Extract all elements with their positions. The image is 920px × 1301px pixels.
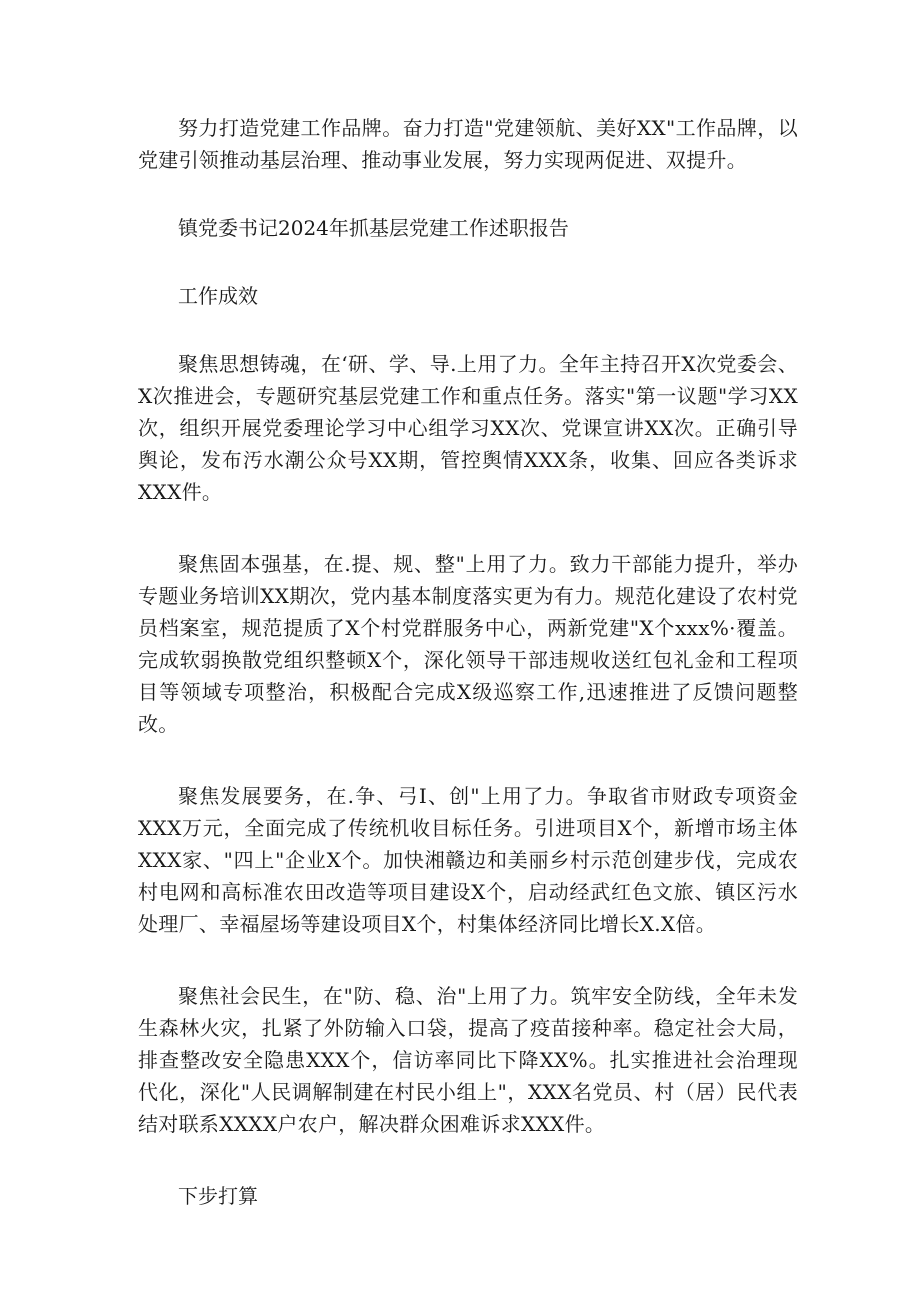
report-title: 镇党委书记2024年抓基层党建工作述职报告: [178, 216, 569, 240]
document-page: [138, 112, 798, 1212]
paragraph-ideology: 聚焦思想铸魂，在‘研、学、导.上用了力。全年主持召开X次党委会、X次推进会，专题研究基层党建工作和重点任务。落实"第一议题"学习XX次，组织开展党委理论学习中心组学习XX次、党课宣讲XX次。正确引导舆论，发布汚水潮公众号XX期，管控舆情XXX条，收集、回应各类诉求XXX件。: [138, 352, 798, 504]
paragraph-foundation: 聚焦固本强基，在.提、规、整"上用了力。致力干部能力提升，举办专题业务培训XX期次，党内基本制度落实更为有力。规范化建设了农村党员档案室，规范提质了X个村党群服务中心，两新党建"X个xxx%·覆盖。完成软弱换散党组织整顿X个，深化领导干部违规收送红包礼金和工程项目等领域专项整治，积极配合完成X级巡察工作,迅速推进了反馈问题整改。: [138, 552, 798, 736]
section-heading-results: 工作成效: [178, 284, 258, 308]
intro-paragraph: 努力打造党建工作品牌。奋力打造"党建领航、美好XX"工作品牌，以党建引领推动基层治理、推动事业发展，努力实现两促进、双提升。: [138, 116, 798, 172]
paragraph-development: 聚焦发展要务，在.争、弓I、创"上用了力。争取省市财政专项资金XXX万元，全面完成了传统机收目标任务。引进项目X个，新增市场主体XXX家、"四上"企业X个。加快湘赣边和美丽乡村示范创建步伐，完成农村电网和高标准农田改造等项目建设X个，启动经武红色文旅、镇区污水处理厂、幸福屋场等建设项目X个，村集体经济同比增长X.X倍。: [138, 784, 798, 936]
section-heading-next-steps: 下步打算: [178, 1184, 258, 1208]
paragraph-livelihood: 聚焦社会民生，在"防、稳、治"上用了力。筑牢安全防线，全年未发生森林火灾，扎紧了外防输入口袋，提高了疫苗接种率。稳定社会大局，排查整改安全隐患XXX个，信访率同比下降XX%。扎实推进社会治理现代化，深化"人民调解制建在村民小组上"，XXX名党员、村（居）民代表结对联系XXXX户农户，解决群众困难诉求XXX件。: [138, 984, 798, 1136]
